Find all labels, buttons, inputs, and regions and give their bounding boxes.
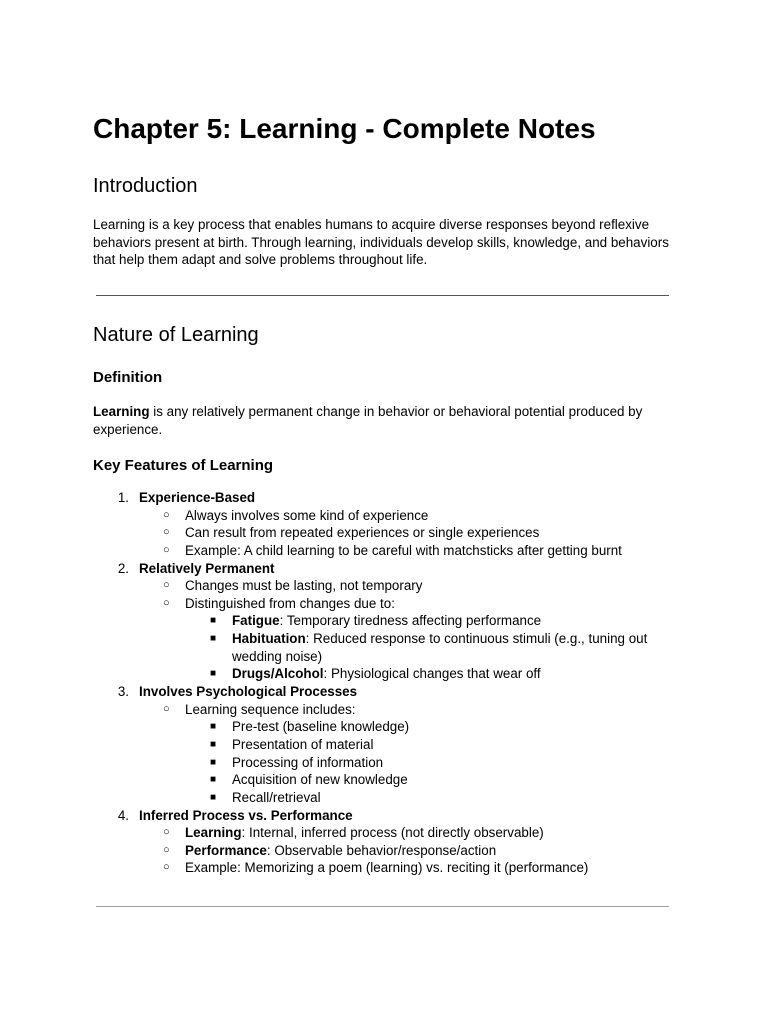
page-title: Chapter 5: Learning - Complete Notes	[93, 113, 596, 144]
list-item-text: Pre-test (baseline knowledge)	[232, 719, 410, 735]
circle-bullet-icon: ○	[163, 861, 170, 874]
definition-text: is any relatively permanent change in behavior or behavioral potential produced by experience.	[93, 404, 643, 437]
term-label: Fatigue	[232, 613, 280, 629]
square-bullet-icon: ■	[210, 668, 217, 680]
square-bullet-icon: ■	[210, 615, 217, 627]
circle-bullet-icon: ○	[163, 596, 170, 609]
term-description: : Reduced response to continuous stimuli (e.g., tuning out wedding noise)	[232, 631, 648, 664]
term-label: Habituation	[232, 631, 306, 647]
circle-bullet-icon: ○	[163, 579, 170, 592]
term-label: Learning	[185, 825, 242, 841]
list-item-text	[232, 665, 682, 683]
definition-paragraph	[93, 403, 683, 438]
subheading-definition: Definition	[93, 369, 163, 386]
list-item	[93, 630, 693, 665]
term-label: Performance	[185, 842, 267, 858]
list-item	[93, 665, 693, 683]
section-divider	[96, 906, 669, 907]
list-item-text	[185, 842, 496, 860]
term-description: : Physiological changes that wear off	[323, 666, 541, 682]
list-item	[93, 560, 693, 578]
list-item-text: Processing of information	[232, 754, 384, 770]
list-item-title: Experience-Based	[139, 490, 256, 505]
list-item	[93, 577, 693, 595]
list-item-text: Distinguished from changes due to:	[185, 595, 395, 611]
list-item-text: Example: Memorizing a poem (learning) vs. reciting it (performance)	[185, 860, 589, 876]
list-item	[93, 754, 693, 772]
list-item	[93, 789, 693, 807]
term-label: Drugs/Alcohol	[232, 666, 324, 682]
list-item	[93, 612, 693, 630]
list-item	[93, 489, 693, 507]
list-item-text: Recall/retrieval	[232, 789, 321, 805]
circle-bullet-icon: ○	[163, 702, 170, 715]
list-item	[93, 524, 693, 542]
section-heading-nature: Nature of Learning	[93, 324, 259, 346]
square-bullet-icon: ■	[210, 774, 217, 786]
list-item-title: Relatively Permanent	[139, 560, 275, 576]
list-item	[93, 824, 693, 842]
circle-bullet-icon: ○	[163, 826, 170, 839]
square-bullet-icon: ■	[210, 756, 217, 768]
list-item	[93, 807, 693, 825]
list-item-text: Can result from repeated experiences or single experiences	[185, 525, 540, 541]
list-number: 3.	[117, 684, 129, 700]
list-item-text: Learning sequence includes:	[185, 701, 356, 717]
list-item	[93, 771, 693, 789]
circle-bullet-icon: ○	[163, 843, 170, 856]
list-item-title: Involves Psychological Processes	[139, 684, 358, 700]
square-bullet-icon: ■	[210, 721, 217, 733]
section-divider	[96, 295, 669, 296]
list-item-text	[232, 630, 682, 665]
list-item-text: Acquisition of new knowledge	[232, 772, 408, 788]
section-heading-introduction: Introduction	[93, 175, 198, 197]
term-description: : Observable behavior/response/action	[266, 842, 497, 858]
list-item	[93, 859, 693, 877]
list-item	[93, 507, 693, 525]
circle-bullet-icon: ○	[163, 526, 170, 539]
list-item-text: Example: A child learning to be careful with matchsticks after getting burnt	[185, 542, 622, 558]
list-number: 2.	[117, 560, 129, 576]
list-number: 4.	[117, 807, 129, 823]
circle-bullet-icon: ○	[163, 508, 170, 521]
introduction-paragraph: Learning is a key process that enables humans to acquire diverse responses beyond reflexive behaviors present at birth. Through learning, individuals develop skills, knowledge, and behaviors that help them adapt and solve problems throughout life.	[93, 217, 669, 268]
list-item-text: Always involves some kind of experience	[185, 507, 429, 523]
list-item	[93, 683, 693, 701]
square-bullet-icon: ■	[210, 791, 217, 803]
subheading-key-features: Key Features of Learning	[93, 457, 274, 474]
list-item-text: Presentation of material	[232, 736, 374, 752]
square-bullet-icon: ■	[210, 633, 217, 645]
definition-term: Learning	[93, 404, 150, 419]
key-features-list	[93, 489, 693, 877]
term-description: : Internal, inferred process (not directly observable)	[241, 825, 544, 841]
list-item	[93, 595, 693, 613]
list-item-text	[232, 612, 682, 630]
list-item	[93, 701, 693, 719]
term-description: : Temporary tiredness affecting performance	[279, 613, 542, 629]
list-item-text	[185, 824, 544, 842]
list-number: 1.	[117, 490, 129, 505]
list-item	[93, 736, 693, 754]
circle-bullet-icon: ○	[163, 543, 170, 556]
list-item-title: Inferred Process vs. Performance	[139, 807, 353, 823]
square-bullet-icon: ■	[210, 738, 217, 750]
list-item	[93, 842, 693, 860]
list-item	[93, 718, 693, 736]
list-item	[93, 542, 693, 560]
list-item-text: Changes must be lasting, not temporary	[185, 578, 423, 594]
